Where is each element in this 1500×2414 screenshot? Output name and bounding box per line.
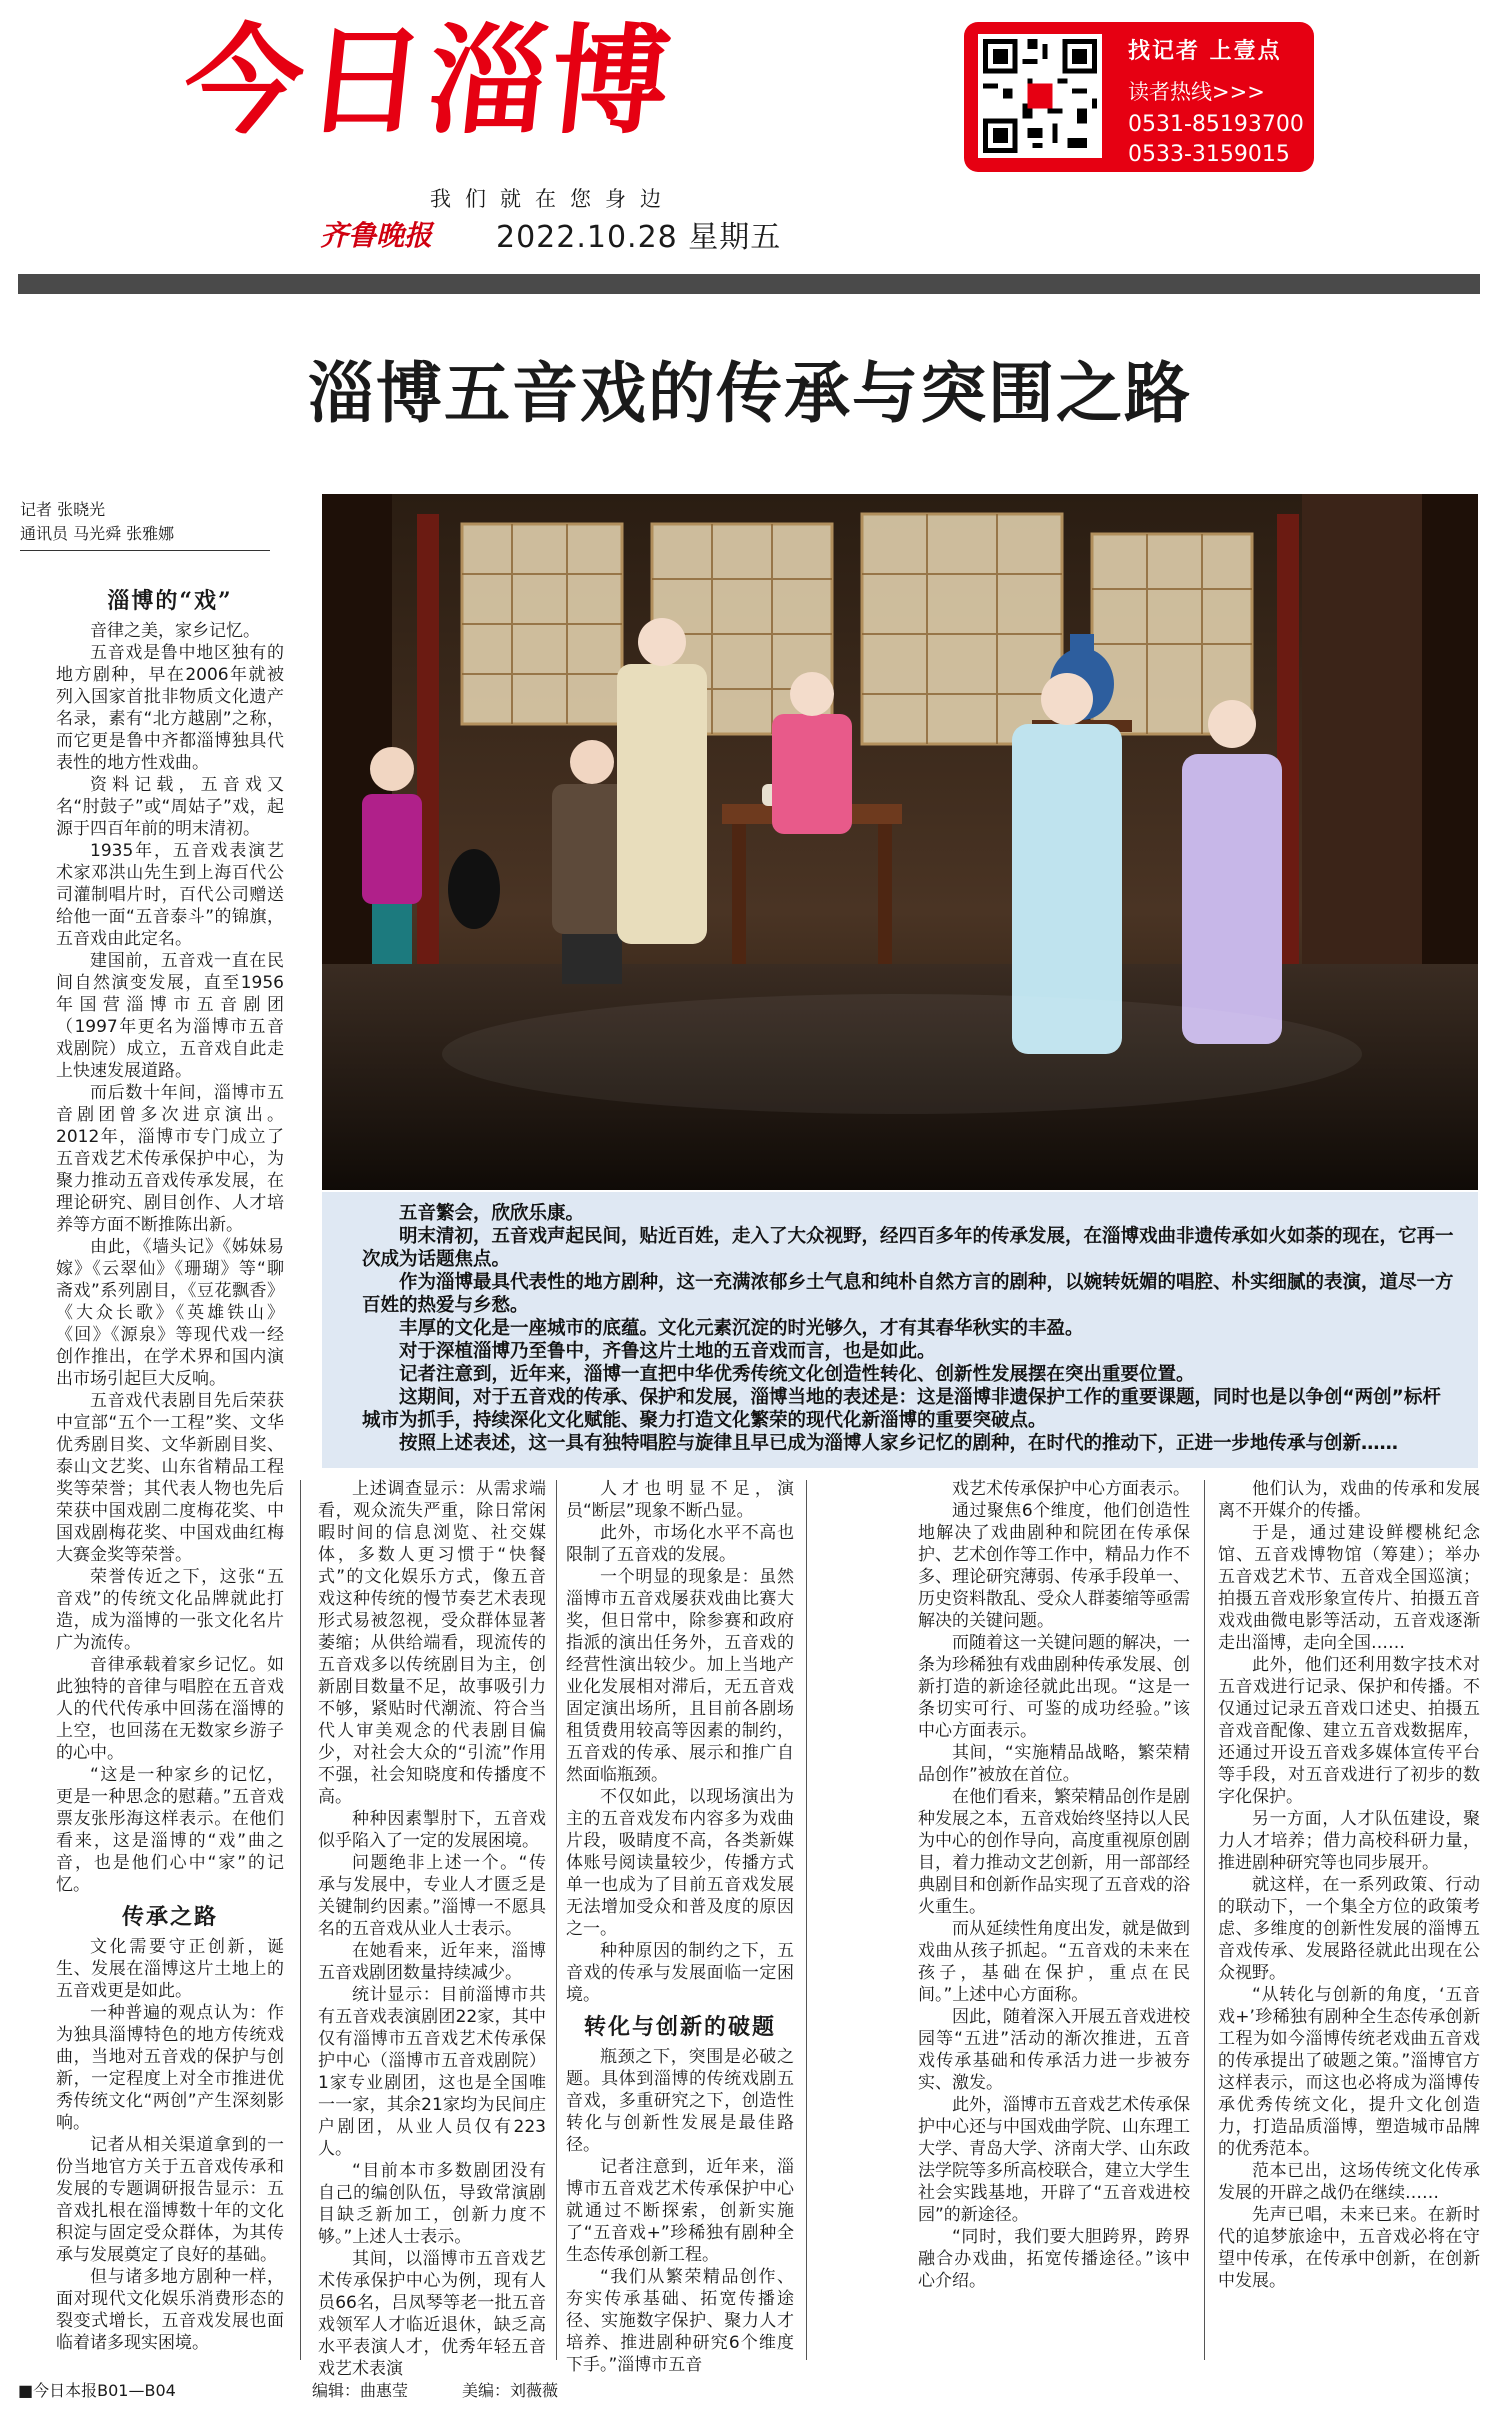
- column-paragraph: 五音戏代表剧目先后荣获中宣部“五个一工程”奖、文华优秀剧目奖、文华新剧目奖、泰山文艺奖、山东省精品工程奖等荣誉；其代表人物也先后荣获中国戏剧二度梅花奖、中国戏剧梅花奖、中国戏曲红梅大赛金奖等荣誉。: [56, 1391, 284, 1565]
- byline-reporter: 记者 张晓光: [20, 500, 106, 519]
- column-5: [1218, 1478, 1480, 2292]
- column-paragraph: 资料记载，五音戏又名“肘鼓子”或“周姑子”戏，起源于四百年前的明末清初。: [56, 775, 284, 839]
- intro-paragraph: 丰厚的文化是一座城市的底蕴。文化元素沉淀的时光够久，才有其春华秋实的丰盈。: [399, 1318, 1084, 1339]
- column-paragraph: 其间，以淄博市五音戏艺术传承保护中心为例，现有人员66名，吕凤琴等老一批五音戏领军人才临近退休，缺乏高水平表演人才，优秀年轻五音戏艺术表演: [318, 2249, 546, 2379]
- subhead-zibo-opera: 淄博的“戏”: [107, 588, 233, 614]
- subhead-inheritance: 传承之路: [121, 1904, 218, 1930]
- stage-performance-photo: [322, 494, 1478, 1190]
- column-paragraph: 建国前，五音戏一直在民间自然演变发展，直至1956年国营淄博市五音剧团（1997年更名为淄博市五音戏剧院）成立，五音戏自此走上快速发展道路。: [56, 951, 284, 1081]
- intro-paragraph: 按照上述表述，这一具有独特唱腔与旋律且早已成为淄博人家乡记忆的剧种，在时代的推动下，正进一步地传承与创新……: [399, 1433, 1399, 1454]
- intro-paragraph: 对于深植淄博乃至鲁中，齐鲁这片土地的五音戏而言，也是如此。: [399, 1341, 936, 1362]
- column-paragraph: 问题绝非上述一个。“传承与发展中，专业人才匮乏是关键制约因素。”淄博一不愿具名的五音戏从业人士表示。: [318, 1853, 546, 1939]
- column-paragraph: 另一方面，人才队伍建设，聚力人才培养；借力高校科研力量，推进剧种研究等也同步展开。: [1218, 1809, 1480, 1873]
- byline-rule: [20, 550, 270, 551]
- issue-date: 2022.10.28 星期五: [496, 220, 782, 255]
- column-paragraph: “同时，我们要大胆跨界，跨界融合办戏曲，拓宽传播途径。”该中心介绍。: [918, 2227, 1190, 2291]
- byline-correspondents: 通讯员 马光舜 张雅娜: [20, 524, 175, 543]
- footer-designer: 美编：刘薇薇: [462, 2381, 559, 2400]
- column-paragraph: “这是一种家乡的记忆，更是一种思念的慰藉。”五音戏票友张彤海这样表示。在他们看来，这是淄博的“戏”曲之音，也是他们心中“家”的记忆。: [56, 1765, 284, 1895]
- article-headline: 淄博五音戏的传承与突围之路: [308, 354, 1192, 432]
- contact-phone-1[interactable]: 0531-85193700: [1128, 112, 1304, 137]
- column-paragraph: 五音戏是鲁中地区独有的地方剧种，早在2006年就被列入国家首批非物质文化遗产名录，素有“北方越剧”之称，而它更是鲁中齐都淄博独具代表性的地方性戏曲。: [56, 643, 284, 773]
- column-paragraph: 就这样，在一系列政策、行动的联动下，一个集全方位的政策考虑、多维度的创新性发展的淄博五音戏传承、发展路径就此出现在公众视野。: [1218, 1875, 1480, 1983]
- column-paragraph: 统计显示：目前淄博市共有五音戏表演剧团22家，其中仅有淄博市五音戏艺术传承保护中心（淄博市五音戏剧院）1家专业剧团，这也是全国唯一一家，其余21家均为民间庄户剧团，从业人员仅有223人。: [318, 1985, 546, 2159]
- column-paragraph: 在他们看来，繁荣精品创作是剧种发展之本，五音戏始终坚持以人民为中心的创作导向，高度重视原创剧目，着力推动文艺创新，用一部部经典剧目和创新作品实现了五音戏的浴火重生。: [918, 1787, 1190, 1917]
- paper-logo: 齐鲁晚报: [320, 219, 433, 252]
- column-paragraph: “我们从繁荣精品创作、夯实传承基础、拓宽传播途径、实施数字保护、聚力人才培养、推进剧种研究6个维度下手。”淄博市五音: [566, 2267, 794, 2375]
- column-3: [566, 1478, 794, 2376]
- column-paragraph: 1935年，五音戏表演艺术家邓洪山先生到上海百代公司灌制唱片时，百代公司赠送给他一面“五音泰斗”的锦旗，五音戏由此定名。: [56, 841, 284, 949]
- qr-code-icon[interactable]: [978, 34, 1102, 158]
- masthead-title: 今日淄博: [177, 12, 681, 150]
- contact-hotline-label: 读者热线>>>: [1128, 80, 1265, 104]
- column-divider: [300, 1480, 301, 2360]
- footer-page-range: ■今日本报B01—B04: [18, 2381, 176, 2400]
- intro-paragraph: 这期间，对于五音戏的传承、保护和发展，淄博当地的表述是：这是淄博非遗保护工作的重要课题，同时也是以争创“两创”标杆城市为抓手，持续深化文化赋能、聚力打造文化繁荣的现代化新淄博的重要突破点。: [362, 1387, 1441, 1431]
- column-paragraph: 记者从相关渠道拿到的一份当地官方关于五音戏传承和发展的专题调研报告显示：五音戏扎根在淄博数十年的文化积淀与固定受众群体，为其传承与发展奠定了良好的基础。: [56, 2135, 284, 2265]
- footer-editor: 编辑：曲惠莹: [312, 2381, 409, 2400]
- intro-paragraph: 五音繁会，欣欣乐康。: [399, 1203, 585, 1224]
- column-paragraph: 因此，随着深入开展五音戏进校园等“五进”活动的渐次推进，五音戏传承基础和传承活力进一步被夯实、激发。: [918, 2007, 1190, 2093]
- column-paragraph: 音律承载着家乡记忆。如此独特的音律与唱腔在五音戏人的代代传承中回荡在淄博的上空，也回荡在无数家乡游子的心中。: [56, 1655, 284, 1763]
- intro-paragraph: 记者注意到，近年来，淄博一直把中华优秀传统文化创造性转化、创新性发展摆在突出重要位置。: [399, 1364, 1195, 1385]
- column-paragraph: 人才也明显不足，演员“断层”现象不断凸显。: [566, 1479, 794, 1521]
- column-paragraph: 记者注意到，近年来，淄博市五音戏艺术传承保护中心就通过不断探索，创新实施了“五音戏+”珍稀独有剧种全生态传承创新工程。: [566, 2157, 794, 2265]
- column-paragraph: 而从延续性角度出发，就是做到戏曲从孩子抓起。“五音戏的未来在孩子，基础在保护，重点在民间。”上述中心方面称。: [918, 1919, 1190, 2005]
- column-divider: [1204, 1480, 1205, 2360]
- masthead-divider: [18, 274, 1480, 294]
- column-paragraph: 不仅如此，以现场演出为主的五音戏发布内容多为戏曲片段，吸睛度不高，各类新媒体账号阅读量较少，传播方式单一也成为了目前五音戏发展无法增加受众和普及度的原因之一。: [566, 1787, 794, 1939]
- intro-paragraph: 作为淄博最具代表性的地方剧种，这一充满浓郁乡土气息和纯朴自然方言的剧种，以婉转妩媚的唱腔、朴实细腻的表演，道尽一方百姓的热爱与乡愁。: [362, 1272, 1454, 1316]
- column-paragraph: 而随着这一关键问题的解决，一条为珍稀独有戏曲剧种传承发展、创新打造的新途径就此出现。“这是一条切实可行、可鉴的成功经验。”该中心方面表示。: [918, 1633, 1190, 1741]
- subhead-transformation: 转化与创新的破题: [583, 2014, 776, 2040]
- column-divider: [556, 1480, 557, 2360]
- contact-phone-2[interactable]: 0533-3159015: [1128, 142, 1290, 167]
- byline: [20, 498, 270, 551]
- column-paragraph: 此外，市场化水平不高也限制了五音戏的发展。: [566, 1523, 794, 1565]
- column-paragraph: “目前本市多数剧团没有自己的编创队伍，导致常演剧目缺乏新加工，创新力度不够。”上述人士表示。: [318, 2161, 546, 2247]
- column-paragraph: 于是，通过建设鲜樱桃纪念馆、五音戏博物馆（筹建）；举办五音戏艺术节、五音戏全国巡演；拍摄五音戏形象宣传片、拍摄五音戏戏曲微电影等活动，五音戏逐渐走出淄博，走向全国……: [1218, 1523, 1480, 1653]
- column-paragraph: 通过聚焦6个维度，他们创造性地解决了戏曲剧种和院团在传承保护、艺术创作等工作中，精品力作不多、理论研究薄弱、传承手段单一、历史资料散乱、受众人群萎缩等亟需解决的关键问题。: [918, 1501, 1190, 1631]
- column-paragraph: 音律之美，家乡记忆。: [90, 621, 260, 641]
- column-paragraph: “从转化与创新的角度，‘五音戏+’珍稀独有剧种全生态传承创新工程为如今淄博传统老戏曲五音戏的传承提出了破题之策。”淄博官方这样表示，而这也必将成为淄博传承优秀传统文化，提升文化创造力，打造品质淄博，塑造城市品牌的优秀范本。: [1218, 1985, 1480, 2159]
- column-1: [56, 580, 284, 2354]
- intro-paragraph: 明末清初，五音戏声起民间，贴近百姓，走入了大众视野，经四百多年的传承发展，在淄博戏曲非遗传承如火如荼的现在，它再一次成为话题焦点。: [362, 1226, 1454, 1270]
- column-paragraph: 他们认为，戏曲的传承和发展离不开媒介的传播。: [1218, 1479, 1480, 1521]
- contact-line1: 找记者 上壹点: [1128, 39, 1282, 64]
- column-paragraph: 荣誉传近之下，这张“五音戏”的传统文化品牌就此打造，成为淄博的一张文化名片广为流传。: [56, 1567, 284, 1653]
- column-paragraph: 瓶颈之下，突围是必破之题。具体到淄博的传统戏剧五音戏，多重研究之下，创造性转化与创新性发展是最佳路径。: [566, 2047, 794, 2155]
- column-2: [318, 1478, 546, 2380]
- footer-pages: 今日本报B01—B04: [33, 2381, 176, 2400]
- column-divider: [806, 1480, 807, 2360]
- column-paragraph: 而后数十年间，淄博市五音剧团曾多次进京演出。2012年，淄博市专门成立了五音戏艺术传承保护中心，为聚力推动五音戏传承发展，在理论研究、剧目创作、人才培养等方面不断推陈出新。: [56, 1083, 284, 1235]
- column-paragraph: 范本已出，这场传统文化传承发展的开辟之战仍在继续……: [1218, 2161, 1480, 2203]
- masthead-slogan: 我们就在您身边: [430, 187, 675, 211]
- column-paragraph: 种种原因的制约之下，五音戏的传承与发展面临一定困境。: [566, 1941, 794, 2005]
- column-paragraph: 一个明显的现象是：虽然淄博市五音戏屡获戏曲比赛大奖，但日常中，除参赛和政府指派的演出任务外，五音戏的经营性演出较少。加上当地产业化发展相对滞后，无五音戏固定演出场所，且目前各剧场租赁费用较高等因素的制约，五音戏的传承、展示和推广自然面临瓶颈。: [566, 1567, 794, 1785]
- column-paragraph: 其间，“实施精品战略，繁荣精品创作”被放在首位。: [918, 1743, 1190, 1785]
- column-paragraph: 先声已唱，未来已来。在新时代的追梦旅途中，五音戏必将在守望中传承，在传承中创新，在创新中发展。: [1218, 2205, 1480, 2291]
- column-paragraph: 此外，淄博市五音戏艺术传承保护中心还与中国戏曲学院、山东理工大学、青岛大学、济南大学、山东政法学院等多所高校联合，建立大学生社会实践基地，开辟了“五音戏进校园”的新途径。: [918, 2095, 1190, 2225]
- column-paragraph: 但与诸多地方剧种一样，面对现代文化娱乐消费形态的裂变式增长，五音戏发展也面临着诸多现实困境。: [56, 2267, 284, 2353]
- column-paragraph: 文化需要守正创新，诞生、发展在淄博这片土地上的五音戏更是如此。: [56, 1937, 284, 2001]
- column-paragraph: 种种因素掣肘下，五音戏似乎陷入了一定的发展困境。: [318, 1809, 546, 1851]
- article-intro: [322, 1192, 1478, 1468]
- column-paragraph: 上述调查显示：从需求端看，观众流失严重，除日常闲暇时间的信息浏览、社交媒体，多数人更习惯于“快餐式”的文化娱乐方式，像五音戏这种传统的慢节奏艺术表现形式易被忽视，受众群体显著萎缩；从供给端看，现流传的五音戏多以传统剧目为主，创新剧目数量不足，故事吸引力不够，紧贴时代潮流、符合当代人审美观念的代表剧目偏少，对社会大众的“引流”作用不强，社会知晓度和传播度不高。: [318, 1479, 546, 1807]
- column-4: [918, 1478, 1190, 2292]
- column-paragraph: 此外，他们还利用数字技术对五音戏进行记录、保护和传播。不仅通过记录五音戏口述史、拍摄五音戏音配像、建立五音戏数据库，还通过开设五音戏多媒体宣传平台等手段，对五音戏进行了初步的数字化保护。: [1218, 1655, 1480, 1807]
- column-paragraph: 在她看来，近年来，淄博五音戏剧团数量持续减少。: [318, 1941, 546, 1983]
- column-paragraph: 戏艺术传承保护中心方面表示。: [952, 1479, 1190, 1499]
- column-paragraph: 一种普遍的观点认为：作为独具淄博特色的地方传统戏曲，当地对五音戏的保护与创新，一定程度上对全市推进优秀传统文化“两创”产生深刻影响。: [56, 2003, 284, 2133]
- column-paragraph: 由此，《墙头记》《姊妹易嫁》《云翠仙》《珊瑚》等“聊斋戏”系列剧目，《豆花飘香》《大众长歌》《英雄铁山》《回》《源泉》等现代戏一经创作推出，在学术界和国内演出市场引起巨大反响。: [56, 1237, 284, 1389]
